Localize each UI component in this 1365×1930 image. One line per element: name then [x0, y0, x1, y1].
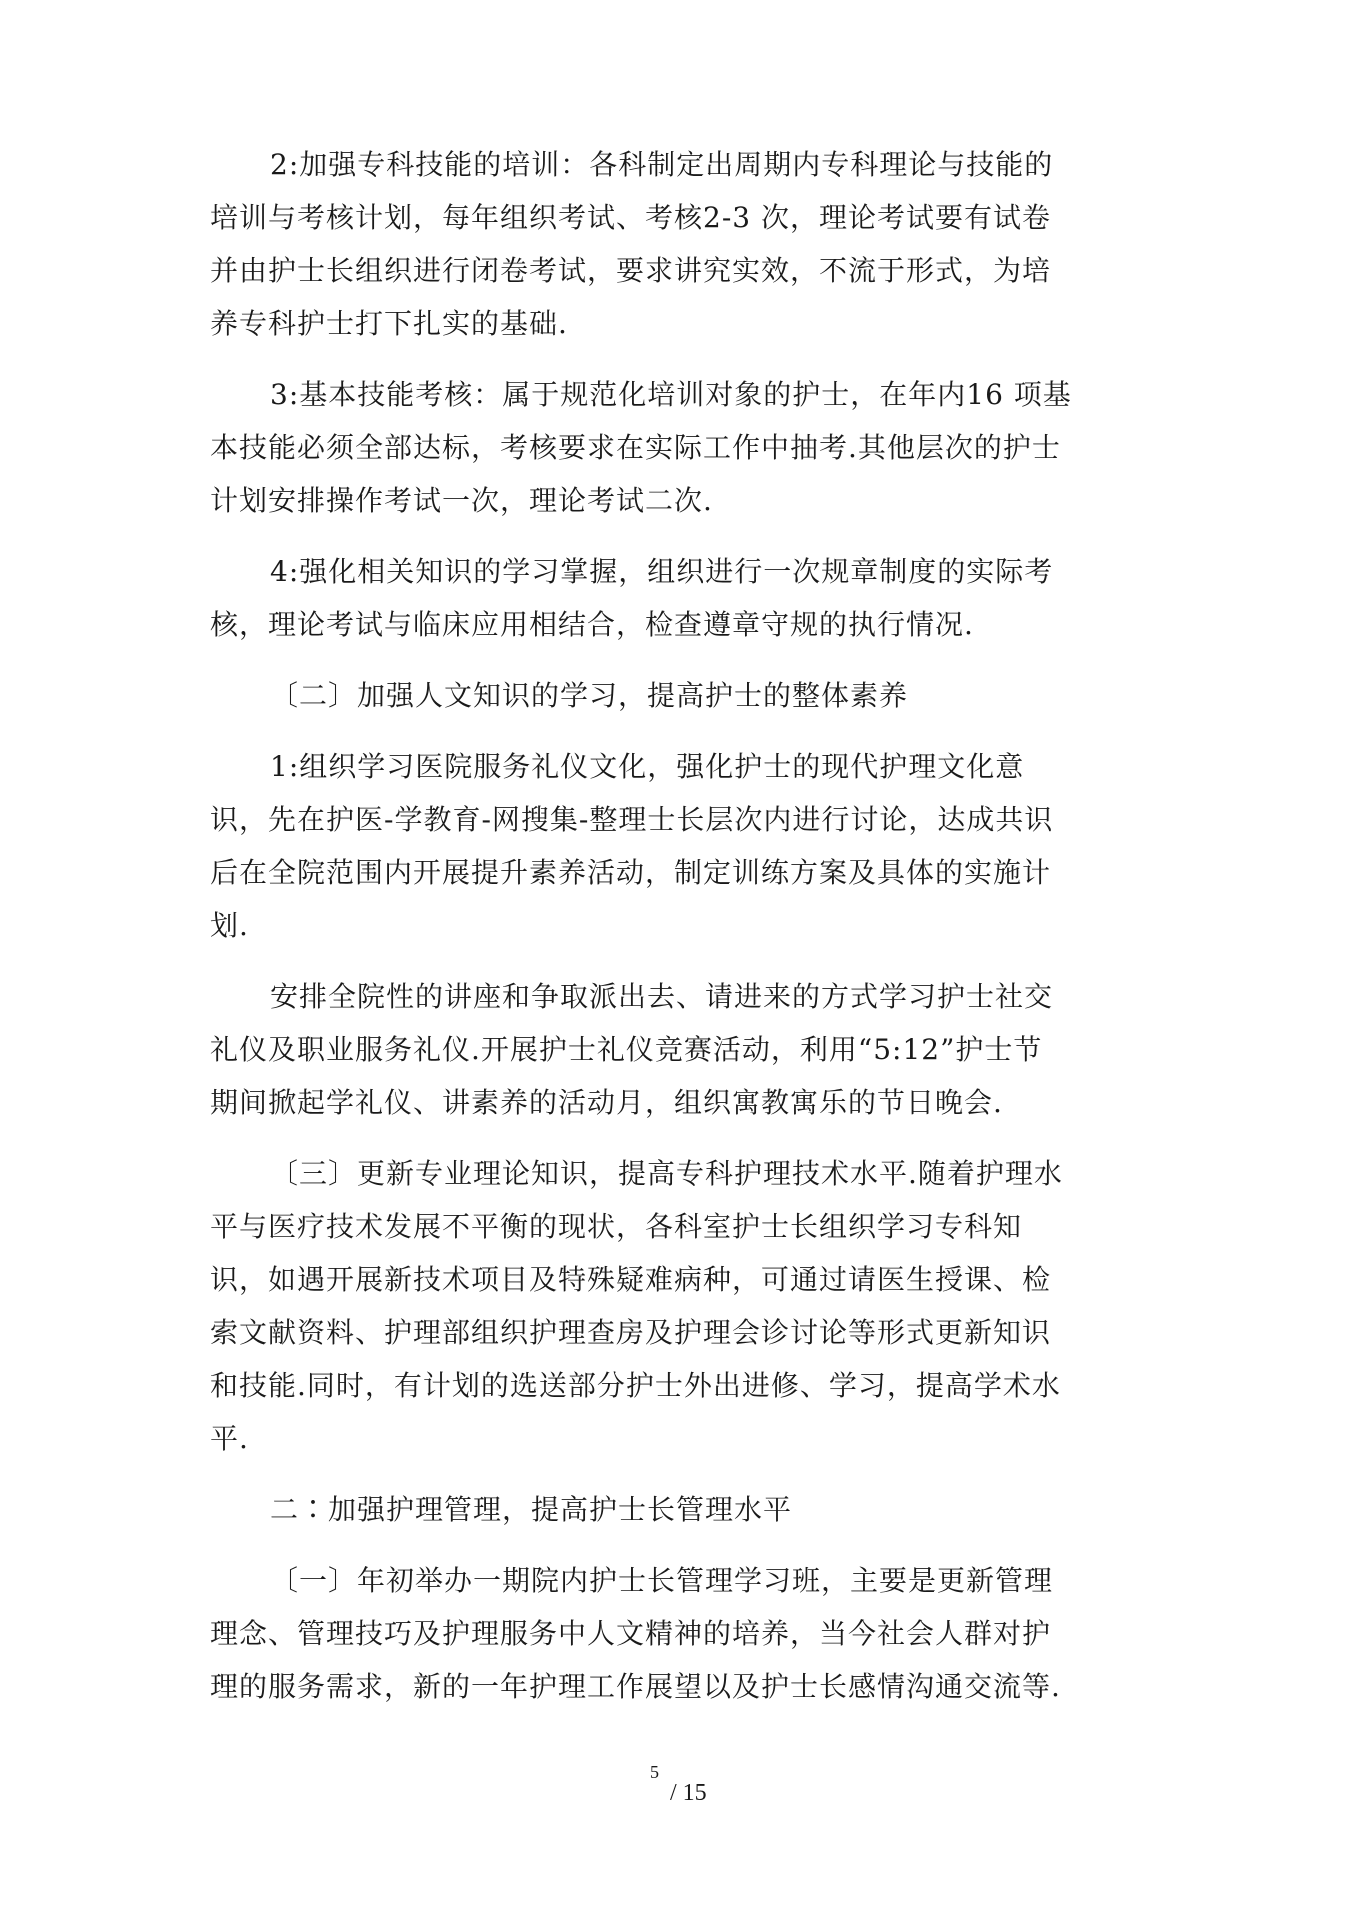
paragraph-lectures-activities [210, 970, 1160, 1129]
paragraph-head-nurse-training [210, 1554, 1160, 1713]
text-line: 计划安排操作考试一次，理论考试二次. [210, 484, 713, 517]
paragraph-etiquette-culture [210, 740, 1160, 952]
section-heading-humanities [210, 669, 1160, 722]
text-line: 本技能必须全部达标，考核要求在实际工作中抽考.其他层次的护士 [210, 431, 1061, 464]
text-line: 平与医疗技术发展不平衡的现状，各科室护士长组织学习专科知 [210, 1210, 1023, 1243]
text-line: 索文献资料、护理部组织护理查房及护理会诊讨论等形式更新知识 [210, 1316, 1052, 1349]
paragraph-related-knowledge [210, 545, 1160, 651]
text-line: 平. [210, 1422, 249, 1455]
text-line: 〔一〕年初举办一期院内护士长管理学习班，主要是更新管理 [270, 1564, 1054, 1597]
text-line: 二∶加强护理管理，提高护士长管理水平 [270, 1493, 793, 1526]
text-line: 4:强化相关知识的学习掌握，组织进行一次规章制度的实际考 [270, 555, 1054, 588]
text-line: 3:基本技能考核：属于规范化培训对象的护士，在年内16 项基 [270, 378, 1072, 411]
text-line: 养专科护士打下扎实的基础. [210, 307, 568, 340]
paragraph-specialty-training [210, 138, 1160, 350]
paragraph-professional-theory [210, 1147, 1160, 1465]
text-line: 礼仪及职业服务礼仪.开展护士礼仪竞赛活动，利用“5:12”护士节 [210, 1033, 1043, 1066]
text-line: 〔二〕加强人文知识的学习，提高护士的整体素养 [270, 679, 909, 712]
text-line: 识，先在护医-学教育-网搜集-整理士长层次内进行讨论，达成共识 [210, 803, 1054, 836]
text-line: 期间掀起学礼仪、讲素养的活动月，组织寓教寓乐的节日晚会. [210, 1086, 1003, 1119]
text-line: 后在全院范围内开展提升素养活动，制定训练方案及具体的实施计 [210, 856, 1052, 889]
text-line: 识，如遇开展新技术项目及特殊疑难病种，可通过请医生授课、检 [210, 1263, 1052, 1296]
text-line: 1:组织学习医院服务礼仪文化，强化护士的现代护理文化意 [270, 750, 1025, 783]
text-line: 培训与考核计划，每年组织考试、考核2-3 次，理论考试要有试卷 [210, 201, 1051, 234]
text-line: 安排全院性的讲座和争取派出去、请进来的方式学习护士社交 [270, 980, 1054, 1013]
page-number-current: 5 [650, 1762, 659, 1782]
text-line: 和技能.同时，有计划的选送部分护士外出进修、学习，提高学术水 [210, 1369, 1061, 1402]
document-body [210, 138, 1160, 1731]
text-line: 理念、管理技巧及护理服务中人文精神的培养，当今社会人群对护 [210, 1617, 1052, 1650]
text-line: 划. [210, 909, 249, 942]
text-line: 核，理论考试与临床应用相结合，检查遵章守规的执行情况. [210, 608, 974, 641]
page-number-total: / 15 [670, 1780, 707, 1806]
text-line: 理的服务需求，新的一年护理工作展望以及护士长感情沟通交流等. [210, 1670, 1061, 1703]
paragraph-basic-skills-assessment [210, 368, 1160, 527]
section-heading-nursing-management [210, 1483, 1160, 1536]
text-line: 〔三〕更新专业理论知识，提高专科护理技术水平.随着护理水 [270, 1157, 1063, 1190]
text-line: 2:加强专科技能的培训：各科制定出周期内专科理论与技能的 [270, 148, 1054, 181]
text-line: 并由护士长组织进行闭卷考试，要求讲究实效，不流于形式，为培 [210, 254, 1052, 287]
